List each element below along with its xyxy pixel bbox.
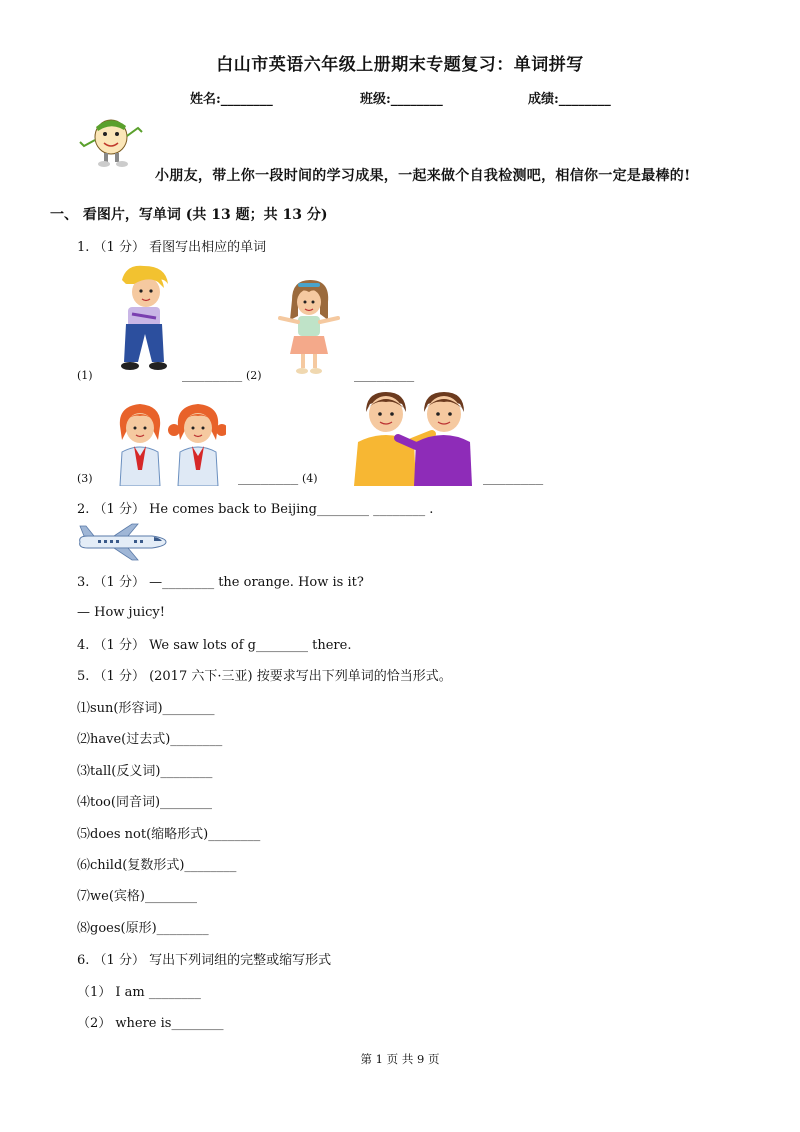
question-3-stem: 3. （1 分） —________ the orange. How is it? [77,575,364,590]
question-5-item-2: ⑵have(过去式)________ [77,732,223,747]
page-footer: 第 1 页 共 9 页 [360,1052,440,1066]
twin-girls-image [114,400,226,486]
section-heading: 一、 看图片，写单词 (共 13 题；共 13 分) [50,207,328,223]
question-1-sub4-label: (4) [302,472,318,485]
page-title: 白山市英语六年级上册期末专题复习：单词拼写 [216,55,584,75]
question-5-item-7: ⑺we(宾格)________ [77,889,197,904]
question-1-stem: 1. （1 分） 看图写出相应的单词 [77,240,267,255]
name-field-label: 姓名:________ [190,92,273,107]
question-1-sub3-label: (3) [77,472,93,485]
question-5-stem: 5. （1 分） (2017 六下·三亚) 按要求写出下列单词的恰当形式。 [77,669,452,684]
question-6-stem: 6. （1 分） 写出下列词组的完整或缩写形式 [77,953,332,968]
question-1-sub2-label: (2) [246,369,262,382]
question-1-sub2-blank[interactable]: ________ [354,367,415,382]
question-1-sub3-blank[interactable]: ________ [238,470,299,485]
girl-image [274,276,344,378]
question-5-item-4: ⑷too(同音词)________ [77,795,213,810]
two-boys-image [354,390,474,486]
score-field-label: 成绩:________ [528,92,611,107]
question-5-item-6: ⑹child(复数形式)________ [77,858,237,873]
question-5-item-1: ⑴sun(形容词)________ [77,701,215,716]
question-6-item-1: （1） I am ________ [77,985,201,1000]
question-6-item-2: （2） where is________ [77,1016,224,1031]
question-5-item-8: ⑻goes(原形)________ [77,921,209,936]
airplane-image [74,522,170,562]
mascot-illustration [78,112,148,170]
question-3-answer-line: — How juicy! [77,605,165,620]
question-1-sub4-blank[interactable]: ________ [483,470,544,485]
question-1-sub1-label: (1) [77,369,93,382]
question-1-sub1-blank[interactable]: ________ [182,367,243,382]
question-2-stem: 2. （1 分） He comes back to Beijing________ ________ . [77,502,434,517]
question-5-item-5: ⑸does not(缩略形式)________ [77,827,261,842]
class-field-label: 班级:________ [360,92,443,107]
boy-blond-image [112,262,174,374]
question-5-item-3: ⑶tall(反义词)________ [77,764,213,779]
question-4-stem: 4. （1 分） We saw lots of g________ there. [77,638,352,653]
intro-text: 小朋友，带上你一段时间的学习成果，一起来做个自我检测吧，相信你一定是最棒的! [155,168,691,184]
